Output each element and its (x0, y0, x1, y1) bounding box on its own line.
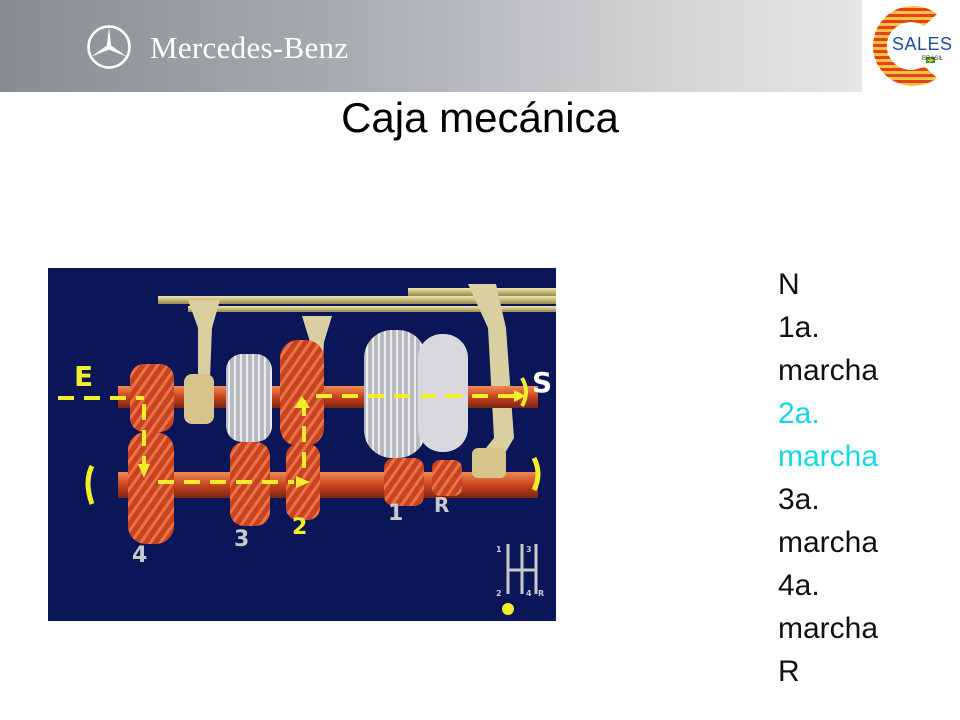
gear-list-item: 3a. (778, 483, 820, 516)
gear-list-item: marcha (778, 612, 879, 645)
gearbox-diagram (48, 268, 556, 621)
sales-logo-text: SALES (892, 34, 953, 54)
input-label: E (74, 360, 94, 393)
gear-label-4: 4 (132, 543, 148, 568)
gear-label-3: 3 (234, 527, 250, 552)
gear-label-1: 1 (388, 501, 404, 526)
shift-pattern-2: 2 (496, 589, 502, 598)
gear-label-r: R (434, 493, 450, 517)
gear-list-item: 4a. (778, 569, 820, 602)
shift-position-indicator (502, 603, 514, 615)
sales-logo-subtext: BRASIL (922, 56, 944, 62)
shift-pattern-3: 3 (526, 545, 532, 554)
shift-pattern-icon (496, 544, 544, 615)
gear-list-item: 1a. (778, 311, 820, 344)
gear-list-item: N (778, 268, 800, 301)
gear-list-item: marcha (778, 354, 879, 387)
gear-label-2: 2 (292, 515, 308, 540)
output-label: S (532, 366, 553, 399)
shift-pattern-4: 4 (526, 589, 532, 598)
mercedes-star-icon (86, 24, 132, 70)
brand-name: Mercedes-Benz (150, 30, 349, 65)
gearbox-illustration (48, 268, 556, 621)
sales-logo (862, 0, 960, 92)
gear-list-item: marcha (778, 526, 879, 559)
gear-list-item: R (778, 655, 800, 688)
gear-list (778, 263, 878, 693)
gear-list-item: 2a. (778, 397, 820, 430)
gear-list-item: marcha (778, 440, 879, 473)
shift-pattern-r: R (538, 589, 545, 598)
header-bar (0, 0, 960, 92)
shift-pattern-1: 1 (496, 545, 502, 554)
page-title: Caja mecánica (341, 94, 619, 141)
